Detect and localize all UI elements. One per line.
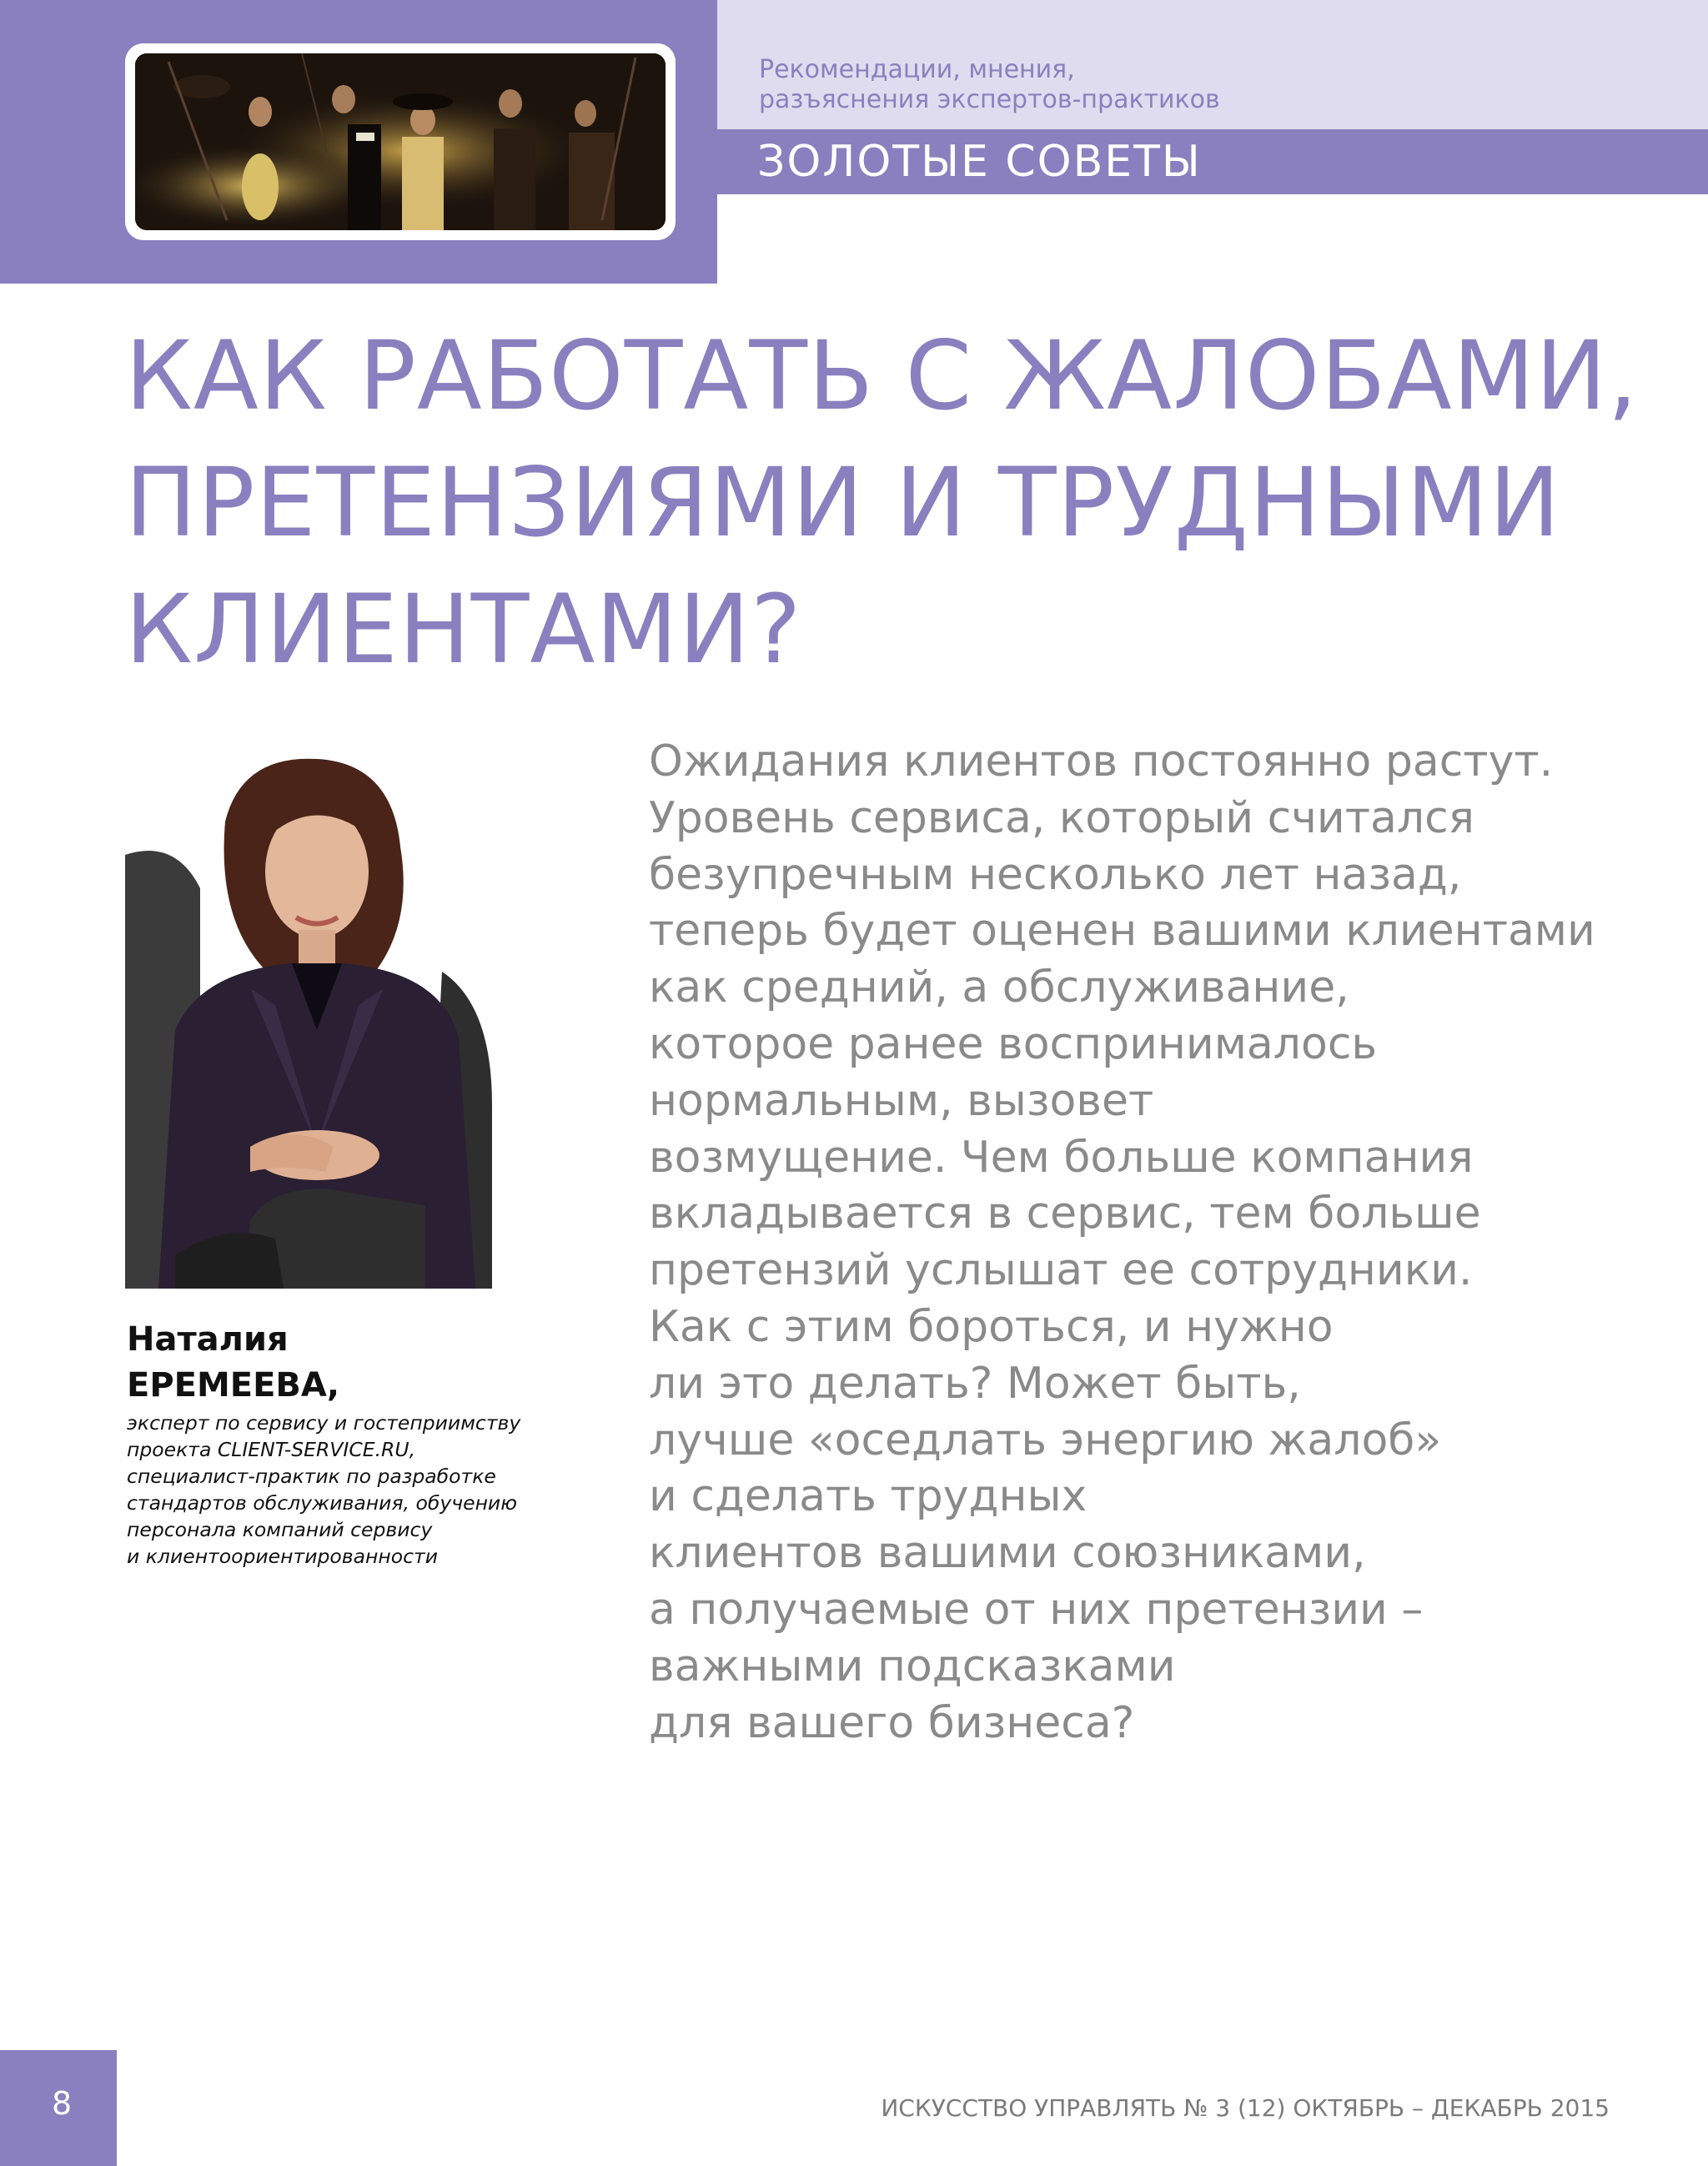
hero-image-frame: [125, 43, 676, 240]
page-number: 8: [52, 2085, 73, 2122]
section-title: ЗОЛОТЫЕ СОВЕТЫ: [757, 137, 1202, 187]
author-first-name: Наталия: [127, 1320, 289, 1359]
author-last-name: ЕРЕМЕЕВА,: [127, 1366, 340, 1405]
article-lead: Ожидания клиентов постоянно растут. Уровень сервиса, который считался безупречным несколько лет назад, теперь будет оценен вашими клиентами как средний, а обслуживание, которое ранее воспринималось нормальным, вызовет возмущение. Чем больше компания вкладывается в сервис, тем больше претензий услышат ее сотрудники. Как с этим бороться, и нужно ли это делать? Может быть, лучше «оседлать энергию жалоб» и сделать трудных клиентов вашими союзниками, а получаемые от них претензии – важными подсказками для вашего бизнеса?: [649, 736, 1595, 1748]
author-bio: эксперт по сервису и гостеприимству проекта CLIENT-SERVICE.RU, специалист-практик по разработке стандартов обслуживания, обучению персонала компаний сервису и клиентоориентированности: [127, 1411, 521, 1568]
author-photo: [125, 755, 509, 1289]
painting-image: [135, 53, 666, 230]
header-left-block: [0, 0, 717, 284]
article-title: КАК РАБОТАТЬ С ЖАЛОБАМИ, ПРЕТЕНЗИЯМИ И ТРУДНЫМИ КЛИЕНТАМИ?: [125, 320, 1639, 685]
section-subtitle: Рекомендации, мнения, разъяснения экспертов-практиков: [759, 55, 1220, 114]
publication-footer: ИСКУССТВО УПРАВЛЯТЬ № 3 (12) ОКТЯБРЬ – ДЕКАБРЬ 2015: [881, 2094, 1610, 2122]
